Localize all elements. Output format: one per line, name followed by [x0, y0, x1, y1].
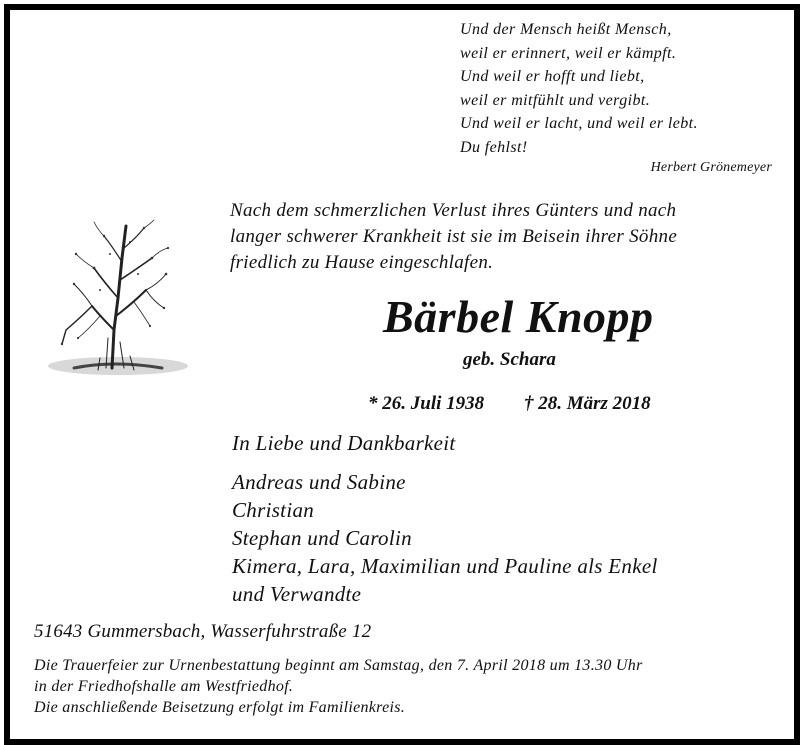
- intro-line: langer schwerer Krankheit ist sie im Beisein ihrer Söhne: [230, 226, 678, 247]
- address: 51643 Gummersbach, Wasserfuhrstraße 12: [34, 621, 372, 642]
- mourner-line: Kimera, Lara, Maximilian und Pauline als Enkel: [232, 554, 658, 578]
- intro-line: Nach dem schmerzlichen Verlust ihres Günters und nach: [230, 200, 677, 221]
- intro-text: [230, 198, 677, 276]
- poem-author: Herbert Grönemeyer: [650, 160, 772, 175]
- service-line: in der Friedhofshalle am Westfriedhof.: [34, 678, 294, 695]
- service-line: Die anschließende Beisetzung erfolgt im Familienkreis.: [34, 699, 406, 716]
- poem-line: Und weil er hofft und liebt,: [460, 68, 645, 85]
- mourner-line: Stephan und Carolin: [232, 526, 412, 550]
- mourners-list: [232, 468, 658, 608]
- mourner-line: Christian: [232, 498, 315, 522]
- intro-line: friedlich zu Hause eingeschlafen.: [230, 252, 494, 273]
- poem-line: Du fehlst!: [460, 138, 528, 156]
- maiden-name: geb. Schara: [463, 349, 556, 370]
- service-line: Die Trauerfeier zur Urnenbestattung beginnt am Samstag, den 7. April 2018 um 13.30 Uhr: [34, 657, 643, 674]
- poem-line: weil er mitfühlt und vergibt.: [460, 91, 651, 109]
- mourner-line: Andreas und Sabine: [232, 470, 406, 494]
- poem-quote: [460, 18, 698, 159]
- poem-line: Und weil er lacht, und weil er lebt.: [460, 115, 698, 132]
- mourner-line: und Verwandte: [232, 582, 362, 606]
- poem-line: Und der Mensch heißt Mensch,: [460, 21, 672, 38]
- tree-icon: [34, 218, 190, 388]
- service-info: [34, 655, 643, 718]
- birth-date: * 26. Juli 1938: [368, 393, 485, 414]
- mourners-heading: In Liebe und Dankbarkeit: [232, 431, 456, 455]
- deceased-name: Bärbel Knopp: [383, 291, 654, 342]
- death-date: † 28. März 2018: [524, 393, 651, 414]
- poem-line: weil er erinnert, weil er kämpft.: [460, 44, 677, 62]
